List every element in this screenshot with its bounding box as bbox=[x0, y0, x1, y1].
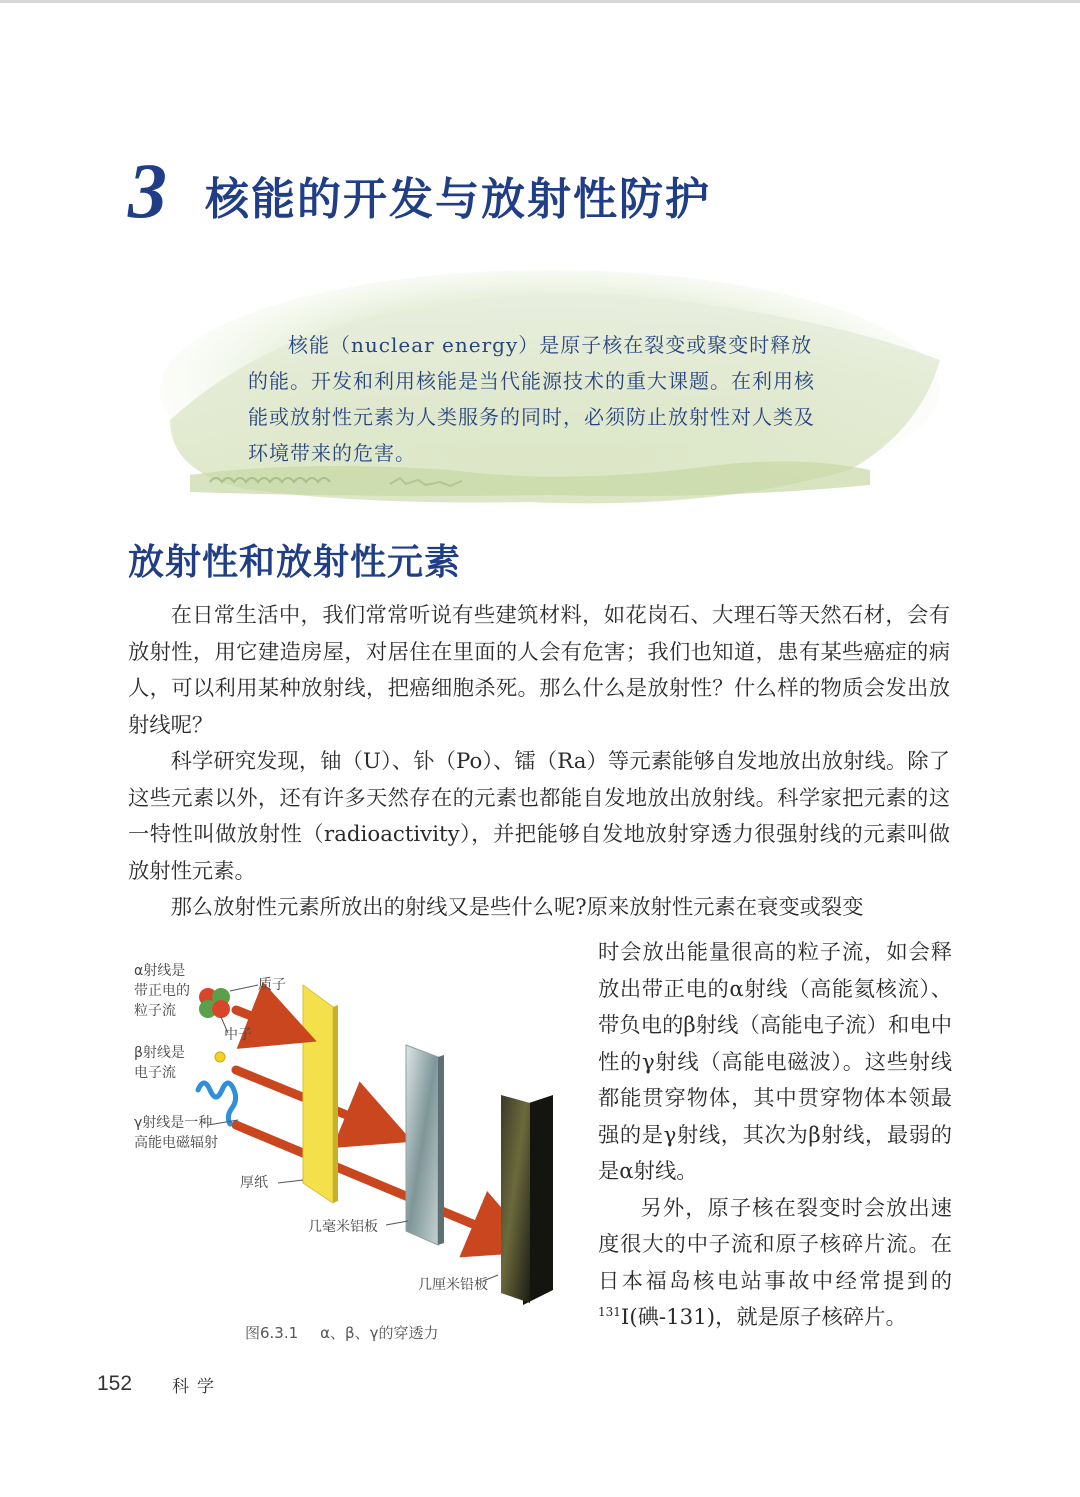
chapter-title: 核能的开发与放射性防护 bbox=[205, 174, 711, 225]
beta-electron-icon bbox=[215, 1052, 225, 1062]
paragraph-1: 在日常生活中，我们常常听说有些建筑材料，如花岗石、大理石等天然石材，会有放射性，用它建造房屋，对居住在里面的人会有危害；我们也知道，患有某些癌症的病人，可以利用某种放射线，把癌细胞杀死。那么什么是放射性？什么样的物质会发出放射线呢？ bbox=[128, 603, 950, 738]
side-paragraph-2 bbox=[598, 1191, 952, 1337]
figure-caption-text: α、β、γ的穿透力 bbox=[320, 1324, 439, 1342]
label-paper: 厚纸 bbox=[240, 1175, 268, 1191]
isotope-mass-number: 131 bbox=[598, 1304, 621, 1319]
paragraph-2: 科学研究发现，铀（U）、钋（Po）、镭（Ra）等元素能够自发地放出放射线。除了这些元素以外，还有许多天然存在的元素也都能自发地放出放射线。科学家把元素的这一特性叫做放射性（radioactivity），并把能够自发地放射穿透力很强射线的元素叫做放射性元素。 bbox=[128, 749, 950, 884]
figure-number: 图6.3.1 bbox=[245, 1324, 299, 1342]
label-beta: β射线是 电子流 bbox=[134, 1045, 185, 1081]
side-paragraph-1: 时会放出能量很高的粒子流，如会释放出带正电的α射线（高能氦核流）、带负电的β射线（高能电子流）和电中性的γ射线（高能电磁波）。这些射线都能贯穿物体，其中贯穿物体本领最强的是γ射线，其次为β射线，最弱的是α射线。 bbox=[598, 940, 952, 1184]
side-paragraph-2-text-end: I(碘-131)，就是原子核碎片。 bbox=[620, 1305, 907, 1330]
label-aluminum: 几毫米铝板 bbox=[308, 1219, 378, 1235]
intro-text: 核能（nuclear energy）是原子核在裂变或聚变时释放的能。开发和利用核能是当代能源技术的重大课题。在利用核能或放射性元素为人类服务的同时，必须防止放射性对人类及环境带来的危害。 bbox=[248, 333, 815, 465]
intro-box bbox=[248, 327, 828, 471]
penetration-figure bbox=[128, 945, 578, 1305]
chapter-number: 3 bbox=[128, 147, 167, 234]
body-text bbox=[128, 598, 950, 927]
page-top-border bbox=[0, 0, 1080, 3]
paragraph-3: 那么放射性元素所放出的射线又是些什么呢?原来放射性元素在衰变或裂变 bbox=[170, 895, 864, 920]
label-proton: 质子 bbox=[258, 977, 286, 993]
label-lead: 几厘米铅板 bbox=[418, 1277, 488, 1293]
page-number: 152 bbox=[97, 1372, 133, 1395]
alpha-particle-icon bbox=[199, 988, 230, 1018]
figure-caption bbox=[245, 1322, 461, 1343]
paper-sheet bbox=[303, 985, 338, 1203]
book-name: 科学 bbox=[172, 1377, 222, 1397]
side-text bbox=[598, 935, 952, 1337]
label-gamma: γ射线是一种 高能电磁辐射 bbox=[134, 1115, 218, 1151]
label-alpha: α射线是 带正电的 粒子流 bbox=[134, 963, 190, 1019]
side-paragraph-2-text: 另外，原子核在裂变时会放出速度很大的中子流和原子核碎片流。在日本福岛核电站事故中经常提到的 bbox=[598, 1195, 952, 1294]
aluminum-sheet bbox=[406, 1045, 444, 1245]
gamma-ray-arrow bbox=[236, 1125, 523, 1245]
section-title: 放射性和放射性元素 bbox=[128, 542, 462, 583]
label-neutron: 中子 bbox=[224, 1027, 252, 1043]
lead-block bbox=[501, 1095, 553, 1305]
